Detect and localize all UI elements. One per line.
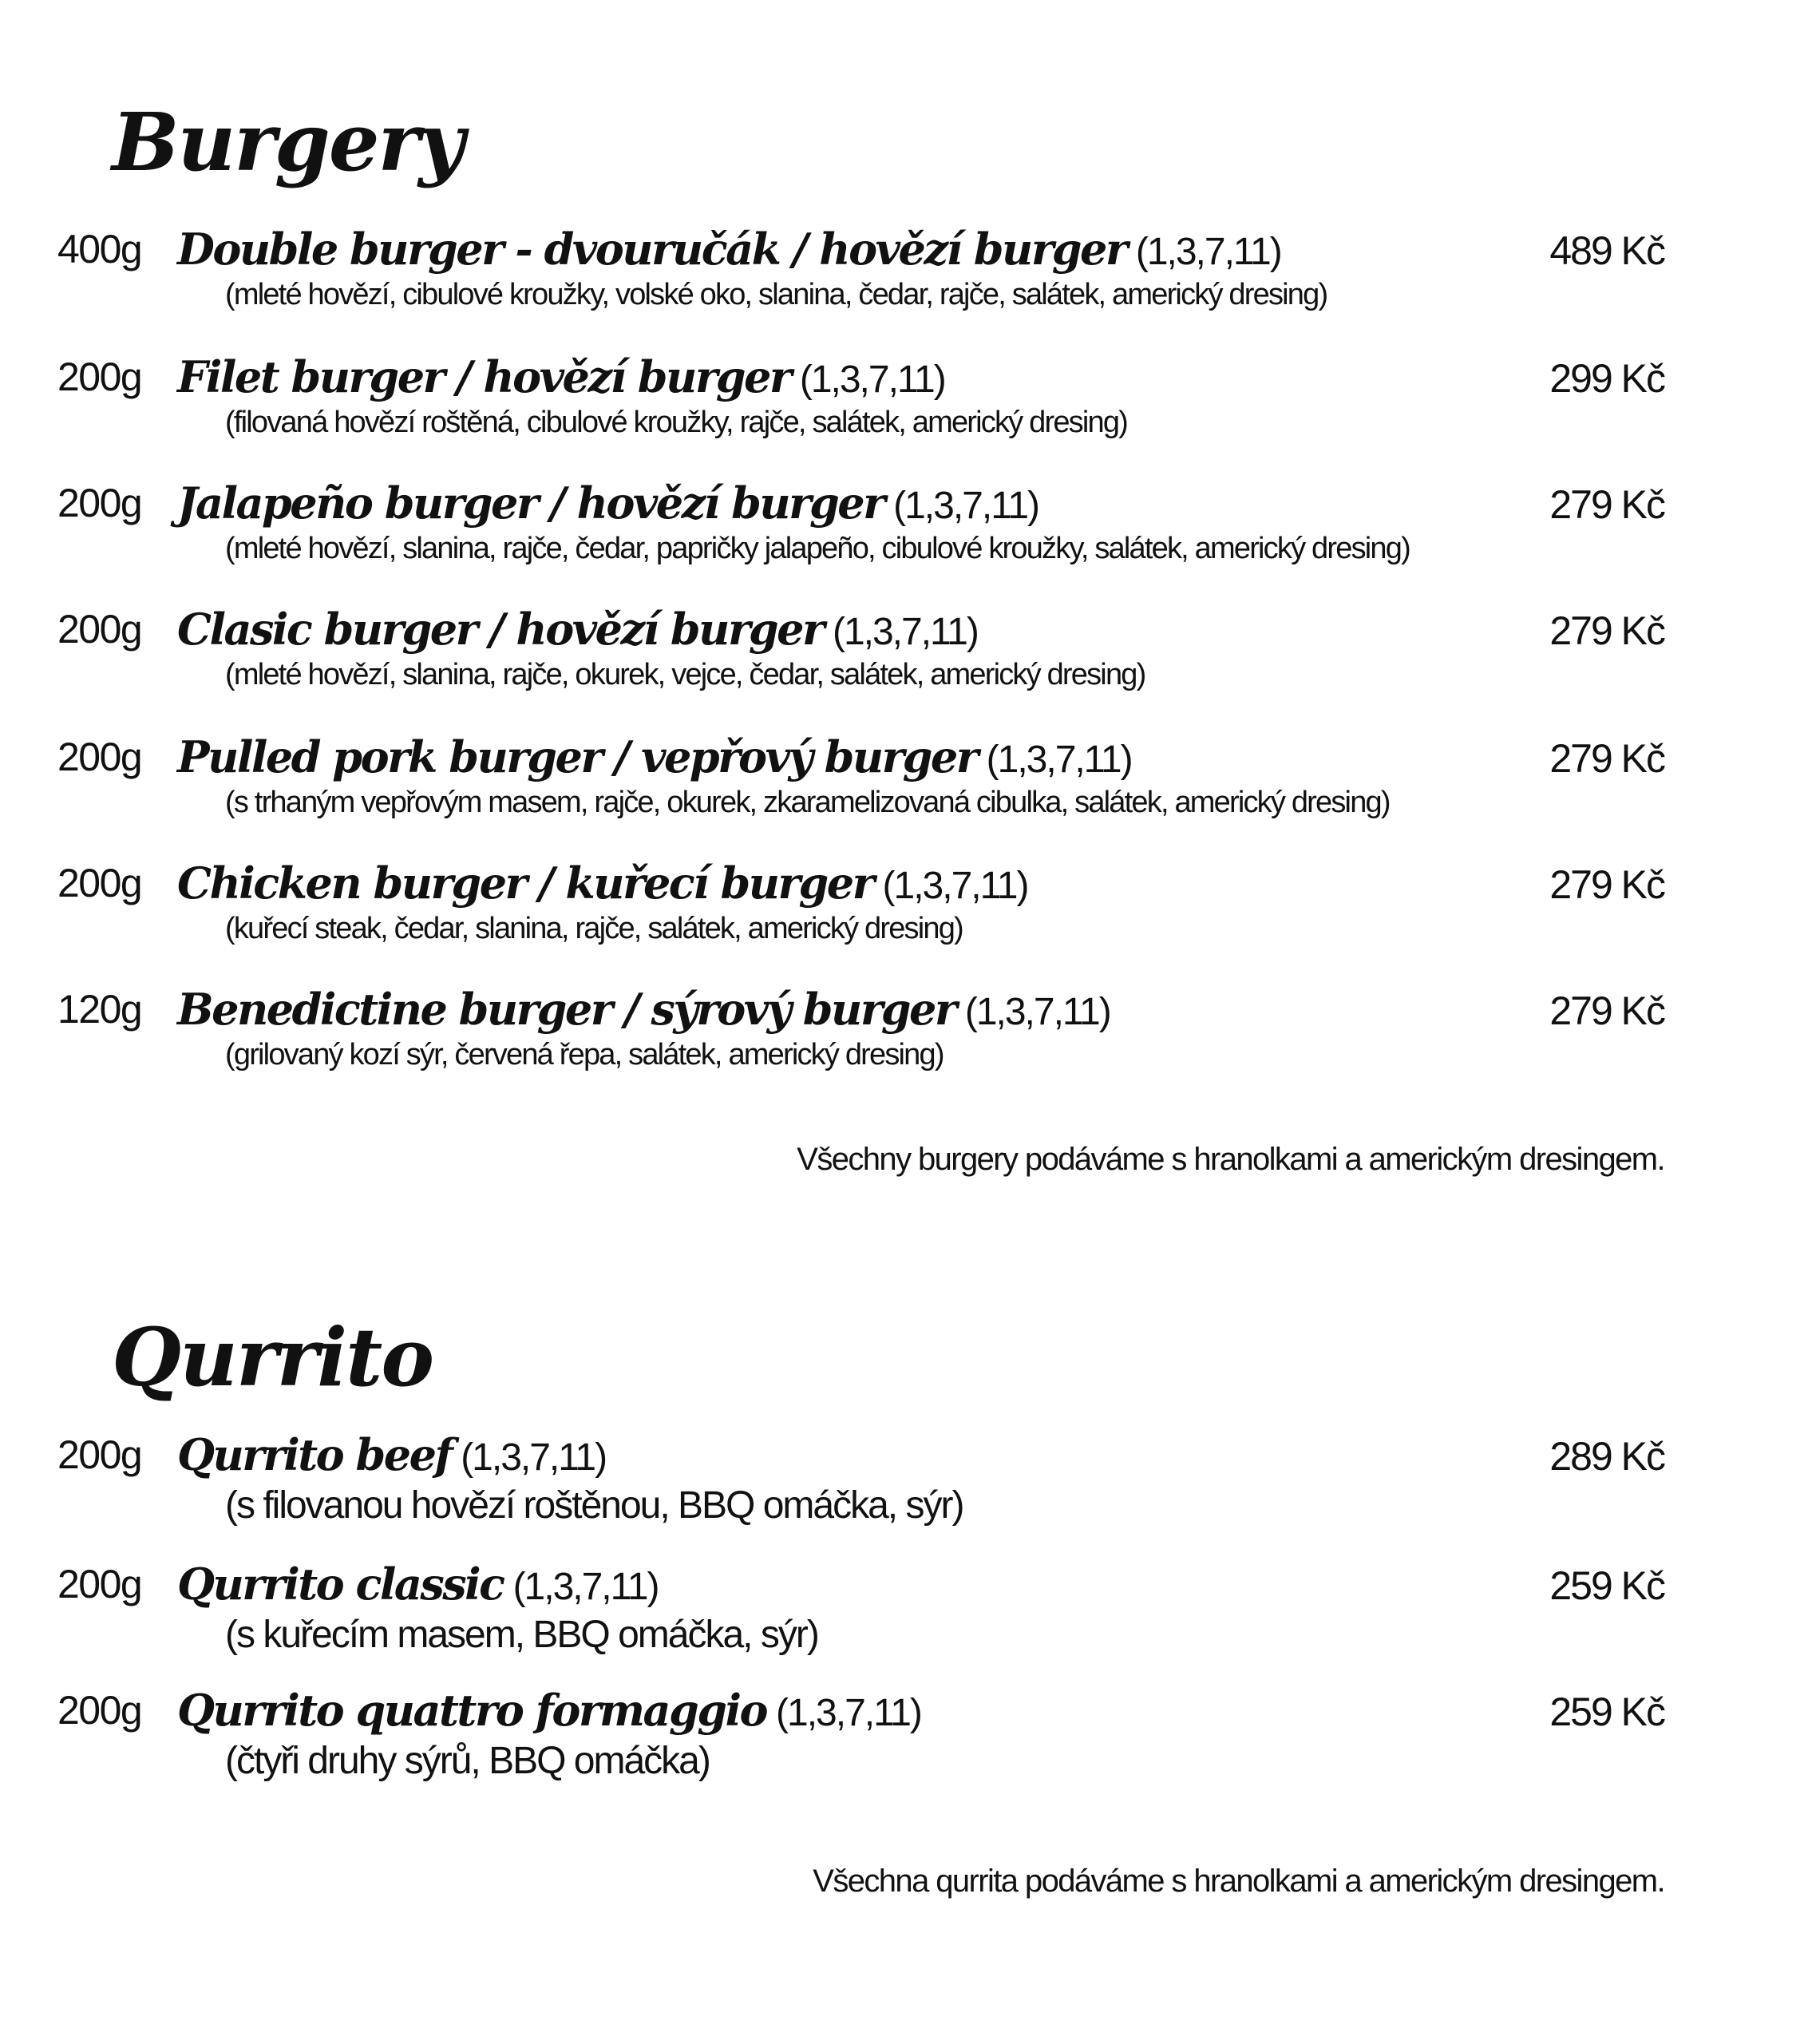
item-price: 299 Kč xyxy=(1549,356,1664,401)
item-allergens: (1,3,7,11) xyxy=(776,1692,921,1734)
item-description: (s trhaným vepřovým masem, rajče, okurek, zkaramelizovaná cibulka, salátek, americký dresing) xyxy=(225,786,1390,819)
item-description: (mleté hovězí, cibulové kroužky, volské oko, slanina, čedar, rajče, salátek, americký dresing) xyxy=(225,278,1327,311)
item-weight: 200g xyxy=(57,1432,142,1477)
item-allergens: (1,3,7,11) xyxy=(512,1566,659,1608)
section-title: Qurrito xyxy=(112,1310,433,1404)
item-description: (filovaná hovězí roštěná, cibulové kroužky, rajče, salátek, americký dresing) xyxy=(225,406,1128,439)
item-price: 279 Kč xyxy=(1549,862,1664,907)
item-name: Filet burger / hovězí burger xyxy=(177,351,790,402)
item-price: 489 Kč xyxy=(1549,228,1664,273)
item-weight: 200g xyxy=(57,735,142,779)
item-weight: 200g xyxy=(57,481,142,525)
item-price: 259 Kč xyxy=(1549,1689,1664,1734)
section-note: Všechny burgery podáváme s hranolkami a americkým dresingem. xyxy=(797,1142,1664,1177)
item-name: Qurrito quattro formaggio xyxy=(177,1685,767,1736)
item-name: Pulled pork burger / vepřový burger xyxy=(177,731,977,782)
item-allergens: (1,3,7,11) xyxy=(799,358,945,401)
item-weight: 200g xyxy=(57,355,142,399)
item-price: 279 Kč xyxy=(1549,988,1664,1033)
item-description: (s kuřecím masem, BBQ omáčka, sýr) xyxy=(225,1614,818,1656)
item-price: 279 Kč xyxy=(1549,482,1664,527)
item-price: 289 Kč xyxy=(1549,1434,1664,1479)
item-description: (mleté hovězí, slanina, rajče, čedar, papričky jalapeño, cibulové kroužky, salátek, americký dresing) xyxy=(225,532,1410,565)
item-name: Jalapeño burger / hovězí burger xyxy=(177,477,884,529)
item-name: Qurrito beef xyxy=(177,1429,452,1480)
item-allergens: (1,3,7,11) xyxy=(964,991,1110,1033)
item-weight: 200g xyxy=(57,1562,142,1606)
item-name: Benedictine burger / sýrový burger xyxy=(177,984,955,1035)
item-weight: 400g xyxy=(57,227,142,271)
item-description: (čtyři druhy sýrů, BBQ omáčka) xyxy=(225,1740,710,1782)
section-note: Všechna qurrita podáváme s hranolkami a americkým dresingem. xyxy=(813,1864,1664,1899)
item-price: 279 Kč xyxy=(1549,736,1664,781)
item-allergens: (1,3,7,11) xyxy=(832,611,978,653)
item-description: (kuřecí steak, čedar, slanina, rajče, salátek, americký dresing) xyxy=(225,912,963,945)
item-allergens: (1,3,7,11) xyxy=(986,739,1132,781)
item-price: 259 Kč xyxy=(1549,1563,1664,1608)
item-name: Chicken burger / kuřecí burger xyxy=(177,858,873,909)
item-name: Qurrito classic xyxy=(177,1559,504,1610)
item-description: (mleté hovězí, slanina, rajče, okurek, vejce, čedar, salátek, americký dresing) xyxy=(225,658,1145,691)
section-title: Burgery xyxy=(112,95,464,189)
item-description: (grilovaný kozí sýr, červená řepa, salátek, americký dresing) xyxy=(225,1038,944,1072)
item-weight: 120g xyxy=(57,987,142,1032)
item-allergens: (1,3,7,11) xyxy=(882,865,1028,907)
item-description: (s filovanou hovězí roštěnou, BBQ omáčka, sýr) xyxy=(225,1484,963,1527)
item-weight: 200g xyxy=(57,1688,142,1733)
item-allergens: (1,3,7,11) xyxy=(893,485,1039,527)
item-weight: 200g xyxy=(57,607,142,652)
item-name: Double burger - dvouručák / hovězí burger xyxy=(177,224,1126,275)
item-weight: 200g xyxy=(57,861,142,905)
item-name: Clasic burger / hovězí burger xyxy=(177,604,823,655)
item-allergens: (1,3,7,11) xyxy=(461,1436,607,1479)
item-allergens: (1,3,7,11) xyxy=(1135,231,1281,273)
item-price: 279 Kč xyxy=(1549,608,1664,653)
